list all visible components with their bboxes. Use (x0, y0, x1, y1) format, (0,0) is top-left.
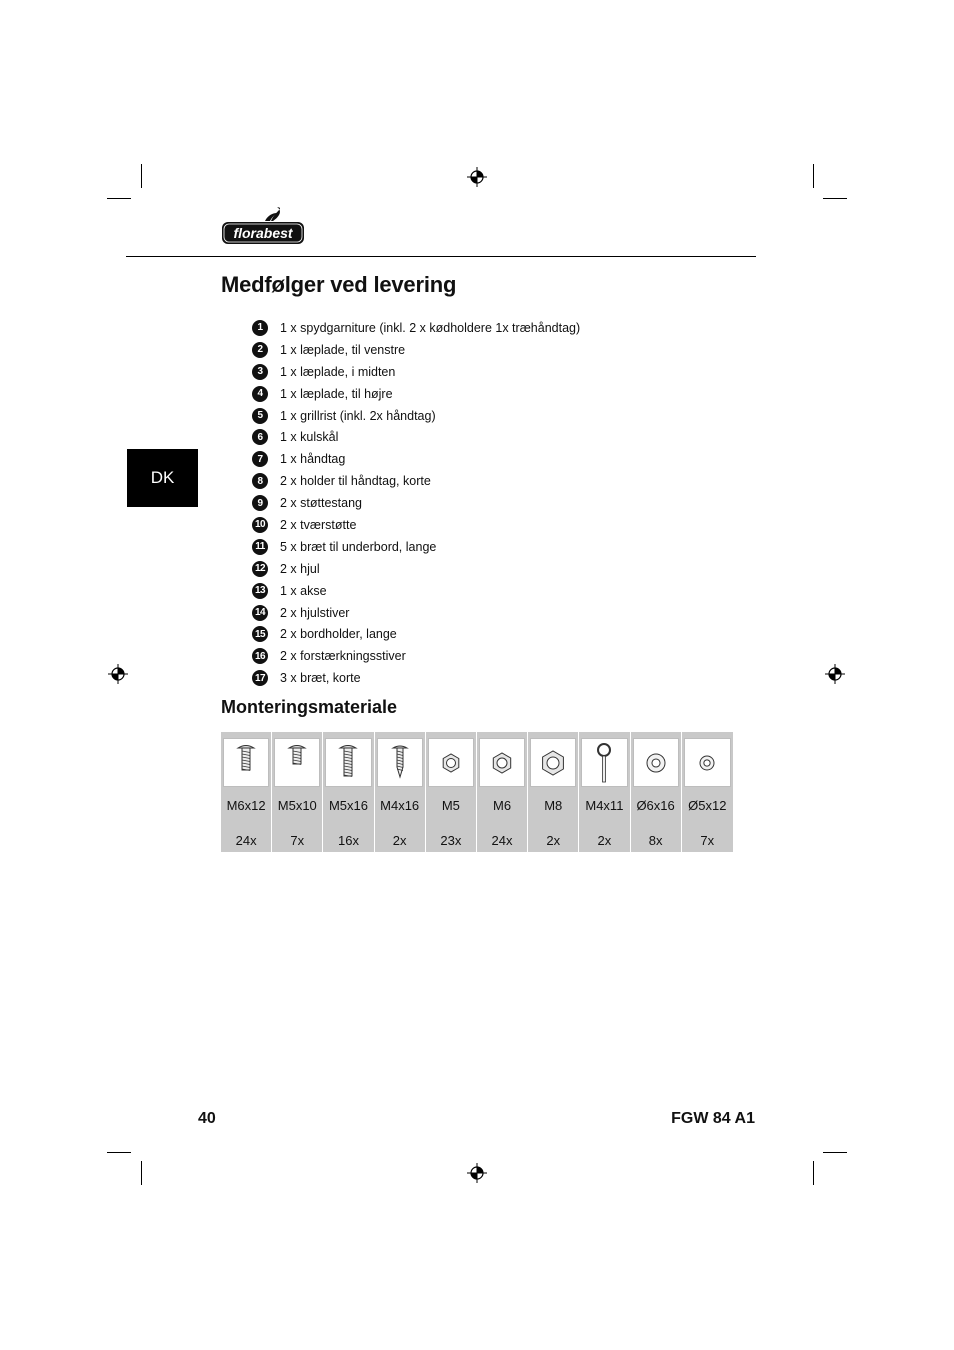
hardware-column (272, 732, 323, 852)
hardware-size: Ø6x16 (636, 798, 675, 813)
crop-mark (141, 164, 142, 188)
item-number-badge: 5 (252, 408, 268, 424)
hardware-table (221, 732, 733, 852)
hardware-image (581, 738, 627, 787)
list-item (252, 448, 580, 470)
item-number-badge: 16 (252, 648, 268, 664)
item-text: 2 x forstærkningsstiver (280, 649, 406, 664)
item-text: 1 x håndtag (280, 452, 346, 467)
nut-icon (431, 741, 471, 785)
model-number: FGW 84 A1 (671, 1110, 755, 1127)
washer-icon (636, 741, 676, 785)
hardware-size: Ø5x12 (688, 798, 727, 813)
hardware-column (579, 732, 630, 852)
florabest-logo (221, 207, 305, 247)
list-item (252, 339, 580, 361)
hardware-column (375, 732, 426, 852)
item-text: 2 x hjul (280, 561, 320, 576)
hardware-image (428, 738, 474, 787)
registration-mark-icon (467, 167, 487, 187)
item-number-badge: 7 (252, 451, 268, 467)
screw-icon (328, 741, 368, 785)
list-item (252, 667, 580, 689)
item-number-badge: 13 (252, 583, 268, 599)
item-text: 2 x holder til håndtag, korte (280, 474, 431, 489)
screw-icon (277, 741, 317, 785)
hardware-image (684, 738, 731, 787)
item-text: 2 x tværstøtte (280, 517, 357, 532)
item-text: 1 x kulskål (280, 430, 339, 445)
list-item (252, 317, 580, 339)
registration-mark-icon (108, 664, 128, 684)
list-item (252, 492, 580, 514)
registration-mark-icon (467, 1163, 487, 1183)
crop-mark (823, 1152, 847, 1153)
wood-screw-icon (380, 741, 420, 785)
hardware-size: M8 (544, 798, 563, 813)
item-number-badge: 8 (252, 473, 268, 489)
hardware-size: M4x16 (380, 798, 420, 813)
list-item (252, 602, 580, 624)
item-number-badge: 11 (252, 539, 268, 555)
header-rule (126, 256, 756, 257)
registration-mark-icon (825, 664, 845, 684)
hardware-quantity: 2x (392, 833, 407, 848)
page-number: 40 (198, 1110, 216, 1127)
hardware-size: M6 (493, 798, 512, 813)
list-item (252, 580, 580, 602)
hardware-image (325, 738, 371, 787)
item-text: 2 x bordholder, lange (280, 627, 397, 642)
item-text: 5 x bræt til underbord, lange (280, 539, 437, 554)
item-text: 1 x grillrist (inkl. 2x håndtag) (280, 408, 436, 423)
delivery-list (252, 317, 580, 689)
list-item (252, 361, 580, 383)
hardware-quantity: 7x (700, 833, 715, 848)
item-number-badge: 4 (252, 386, 268, 402)
hardware-quantity: 8x (648, 833, 663, 848)
hardware-column (682, 732, 733, 852)
item-number-badge: 12 (252, 561, 268, 577)
hardware-image (274, 738, 320, 787)
hardware-column (221, 732, 272, 852)
washer-icon (687, 741, 727, 785)
hardware-quantity: 2x (546, 833, 561, 848)
crop-mark (141, 1161, 142, 1185)
hardware-image (223, 738, 269, 787)
hardware-column (323, 732, 374, 852)
crop-mark (813, 164, 814, 188)
item-number-badge: 1 (252, 320, 268, 336)
hardware-quantity: 24x (235, 833, 257, 848)
screw-icon (226, 741, 266, 785)
hardware-size: M5x16 (328, 798, 368, 813)
hardware-column (426, 732, 477, 852)
item-number-badge: 2 (252, 342, 268, 358)
hardware-column (631, 732, 682, 852)
hardware-size: M5x10 (277, 798, 317, 813)
list-item (252, 405, 580, 427)
item-text: 1 x læplade, til højre (280, 386, 393, 401)
item-text: 2 x støttestang (280, 496, 362, 511)
item-text: 3 x bræt, korte (280, 671, 361, 686)
hardware-quantity: 16x (337, 833, 359, 848)
item-number-badge: 14 (252, 605, 268, 621)
item-text: 1 x læplade, i midten (280, 364, 396, 379)
hardware-quantity: 23x (440, 833, 462, 848)
list-item (252, 623, 580, 645)
nut-icon (482, 741, 522, 785)
language-tab: DK (127, 449, 198, 507)
hardware-column (528, 732, 579, 852)
eye-bolt-icon (584, 741, 624, 785)
section-title: Monteringsmateriale (221, 697, 398, 717)
list-item (252, 514, 580, 536)
item-text: 1 x spydgarniture (inkl. 2 x kødholdere 1x træhåndtag) (280, 320, 581, 335)
item-number-badge: 6 (252, 429, 268, 445)
item-number-badge: 17 (252, 670, 268, 686)
hardware-size: M4x11 (585, 798, 624, 813)
item-text: 2 x hjulstiver (280, 605, 350, 620)
hardware-size: M5 (441, 798, 460, 813)
item-number-badge: 15 (252, 626, 268, 642)
hardware-column (477, 732, 528, 852)
page-title: Medfølger ved levering (221, 272, 457, 297)
svg-text:florabest: florabest (233, 225, 293, 241)
crop-mark (107, 1152, 131, 1153)
hardware-image (377, 738, 423, 787)
list-item (252, 558, 580, 580)
hardware-image (633, 738, 679, 787)
item-number-badge: 10 (252, 517, 268, 533)
hardware-quantity: 2x (597, 833, 612, 848)
list-item (252, 383, 580, 405)
item-text: 1 x akse (280, 583, 327, 598)
list-item (252, 536, 580, 558)
list-item (252, 645, 580, 667)
hardware-image (479, 738, 525, 787)
nut-icon (533, 741, 573, 785)
crop-mark (813, 1161, 814, 1185)
item-text: 1 x læplade, til venstre (280, 342, 406, 357)
hardware-quantity: 7x (290, 833, 305, 848)
hardware-size: M6x12 (226, 798, 266, 813)
hardware-image (530, 738, 576, 787)
hardware-quantity: 24x (491, 833, 513, 848)
item-number-badge: 9 (252, 495, 268, 511)
list-item (252, 426, 580, 448)
list-item (252, 470, 580, 492)
crop-mark (107, 198, 131, 199)
item-number-badge: 3 (252, 364, 268, 380)
crop-mark (823, 198, 847, 199)
